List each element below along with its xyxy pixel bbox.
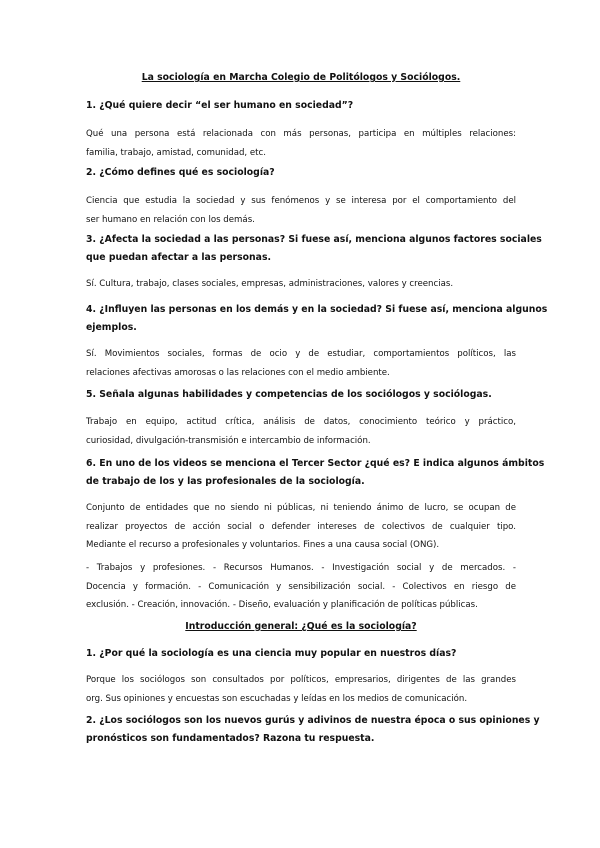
answer-6-line-2: realizar proyectos de acción social o defender intereses de colectivos de cualquier tipo. — [86, 521, 516, 532]
answer-6-list-line-2: Docencia y formación. - Comunicación y sensibilización social. - Colectivos en riesgo de — [86, 581, 516, 592]
section-2-answer-1-line-1: Porque los sociólogos son consultados por políticos, empresarios, dirigentes de las grandes — [86, 675, 516, 685]
answer-2-line-1: Ciencia que estudia la sociedad y sus fenómenos y se interesa por el comportamiento del — [86, 196, 516, 206]
document-title: La sociología en Marcha Colegio de Politólogos y Sociólogos. — [141, 72, 461, 83]
question-2 — [86, 164, 516, 182]
question-4-line-1: 4. ¿Influyen las personas en los demás y en la sociedad? Si fuese así, menciona algunos — [86, 304, 548, 315]
answer-3 — [86, 275, 516, 294]
question-6-line-1: 6. En uno de los videos se menciona el Tercer Sector ¿qué es? E indica algunos ámbitos — [86, 458, 545, 469]
question-1 — [86, 97, 516, 115]
section-2-answer-1 — [86, 671, 516, 708]
answer-6-list-line-1: - Trabajos y profesiones. - Recursos Humanos. - Investigación social y de mercados. - — [86, 563, 516, 573]
question-5-text: 5. Señala algunas habilidades y competencias de los sociólogos y sociólogas. — [86, 389, 492, 400]
question-2-text: 2. ¿Cómo defines qué es sociología? — [86, 167, 275, 178]
section-2-question-1-text: 1. ¿Por qué la sociología es una ciencia muy popular en nuestros días? — [86, 648, 457, 659]
answer-6-line-3: Mediante el recurso a profesionales y voluntarios. Fines a una causa social (ONG). — [86, 540, 440, 550]
answer-5-line-2: curiosidad, divulgación-transmisión e intercambio de información. — [86, 435, 371, 446]
section-2-question-2-line-2: pronósticos son fundamentados? Razona tu respuesta. — [86, 733, 375, 744]
answer-6-line-1: Conjunto de entidades que no siendo ni públicas, ni teniendo ánimo de lucro, se ocupan de — [86, 503, 516, 513]
answer-1 — [86, 125, 516, 162]
section-2-question-2 — [86, 712, 540, 748]
section-2-question-2-line-1: 2. ¿Los sociólogos son los nuevos gurús y adivinos de nuestra época o sus opiniones y — [86, 715, 540, 726]
answer-2 — [86, 192, 516, 229]
question-4-line-2: ejemplos. — [86, 322, 137, 333]
answer-1-line-2: familia, trabajo, amistad, comunidad, etc. — [86, 147, 266, 158]
answer-5-line-1: Trabajo en equipo, actitud crítica, análisis de datos, conocimiento teórico y práctico, — [86, 417, 516, 427]
answer-4 — [86, 345, 516, 382]
section-2-question-1 — [86, 645, 516, 663]
answer-5 — [86, 413, 516, 450]
answer-6-list-line-3: exclusión. - Creación, innovación. - Diseño, evaluación y planificación de políticas públicas. — [86, 600, 478, 610]
question-3-line-1: 3. ¿Afecta la sociedad a las personas? Si fuese así, menciona algunos factores sociales — [86, 234, 542, 245]
answer-4-line-1: Sí. Movimientos sociales, formas de ocio y de estudiar, comportamientos políticos, las — [86, 349, 516, 359]
section-2-answer-1-line-2: org. Sus opiniones y encuestas son escuchadas y leídas en los medios de comunicación. — [86, 693, 468, 704]
answer-4-line-2: relaciones afectivas amorosas o las relaciones con el medio ambiente. — [86, 367, 390, 378]
answer-2-line-2: ser humano en relación con los demás. — [86, 214, 255, 225]
question-3-line-2: que puedan afectar a las personas. — [86, 252, 272, 263]
question-4 — [86, 301, 548, 337]
question-1-text: 1. ¿Qué quiere decir “el ser humano en sociedad”? — [86, 100, 354, 111]
question-6 — [86, 455, 545, 491]
question-5 — [86, 386, 516, 404]
answer-6 — [86, 499, 516, 555]
answer-1-line-1: Qué una persona está relacionada con más personas, participa en múltiples relaciones: — [86, 129, 516, 139]
section-2-title: Introducción general: ¿Qué es la sociología? — [185, 621, 417, 632]
answer-6-list — [86, 559, 516, 615]
answer-3-text: Sí. Cultura, trabajo, clases sociales, empresas, administraciones, valores y creencias. — [86, 279, 454, 289]
question-6-line-2: de trabajo de los y las profesionales de la sociología. — [86, 476, 365, 487]
question-3 — [86, 231, 542, 267]
